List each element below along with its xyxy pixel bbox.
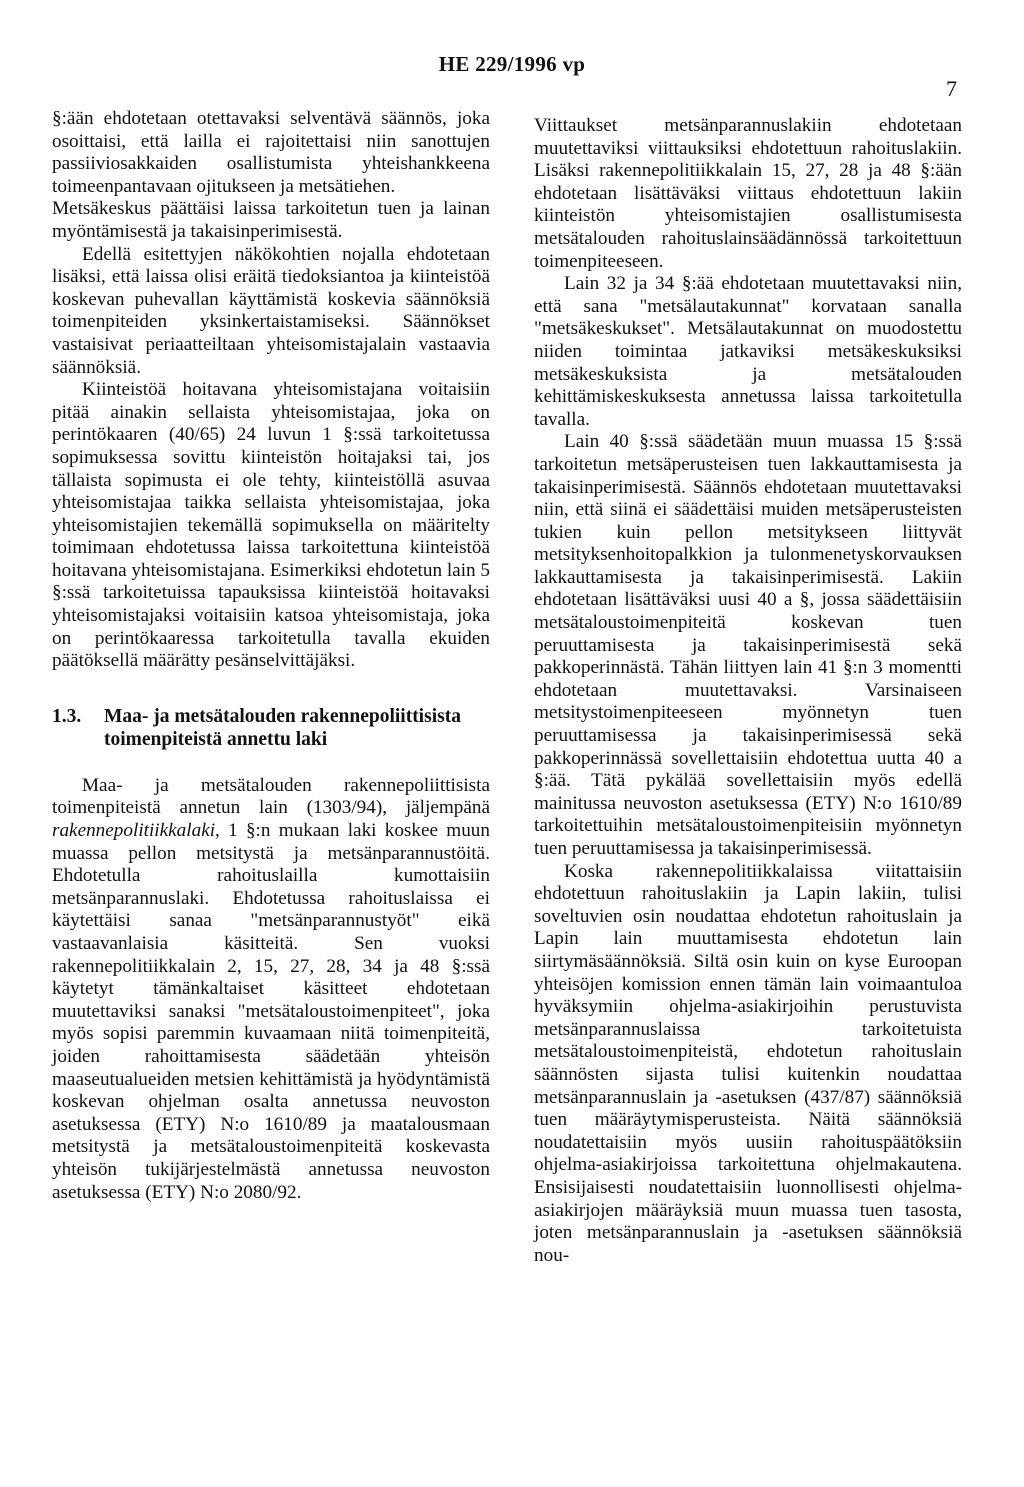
paragraph: Kiinteistöä hoitavana yhteisomistajana voitaisiin pitää ainakin sellaista yhteisomistajaa, joka on perintökaaren (40/65) 24 luvun 1 §:ssä tarkoitetussa sopimuksessa sovittu kiinteistön hoitajaksi tai, jos tällaista sopimusta ei ole tehty, kiinteistöllä asuvaa yhteisomistajaa taikka sellaista yhteisomistajaa, joka yhteisomistajien tekemällä sopimuksella on määritelty toimimaan ehdotetussa laissa tarkoitettuna kiinteistöä hoitavana yhteisomistajana. Esimerkiksi ehdotetun lain 5 §:ssä tarkoitetuissa tapauksissa kiinteistöä hoitavaksi yhteisomistajaksi voitaisiin katsoa yhteisomistaja, joka on perintökaaressa tarkoitetulla tavalla ekuiden päätöksellä määrätty pesänselvittäjäksi. [52, 379, 491, 672]
paragraph: §:ään ehdotetaan otettavaksi selventävä säännös, joka osoittaisi, että lailla ei rajoitettaisi niin sanottujen passiiviosakkaiden osallistumista yhteishankkeena toimeenpantavaan ojitukseen ja metsätiehen. [52, 108, 490, 197]
italic-term: rakennepolitiikkalaki [52, 820, 216, 842]
paragraph: Edellä esitettyjen näkökohtien nojalla ehdotetaan lisäksi, että laissa olisi eräitä tiedoksiantoa ja kiinteistöä koskevan puhevallan käyttämistä koskevia säännöksiä toimenpiteiden yksinkertaistamiseksi. Säännökset vastaisivat periaatteiltaan yhteisomistajalain vastaavia säännöksiä. [52, 243, 490, 378]
right-column [534, 115, 962, 1267]
paragraph [52, 775, 490, 1204]
page-number: 7 [946, 76, 957, 101]
section-title: Maa- ja metsätalouden rakennepoliittisista toimenpiteistä annettu laki [104, 705, 461, 750]
paragraph: Viittaukset metsänparannuslakiin ehdotetaan muutettaviksi viittauksiksi ehdotettuun rahoituslakiin. Lisäksi rakennepolitiikkalain 15, 27, 28 ja 48 §:ään ehdotetaan lisättäväksi viittaus ehdotettuun lakiin kiinteistön yhteisomistajien osallistumisesta metsätalouden rahoituslainsäädännössä tarkoitettuun toimenpiteeseen. [534, 115, 962, 272]
paragraph: Lain 32 ja 34 §:ää ehdotetaan muutettavaksi niin, että sana "metsälautakunnat" korvataan sanalla "metsäkeskukset". Metsälautakunnat on muodostettu niiden toimintaa jatkaviksi metsäkeskuksiksi metsäkeskuksista ja metsätalouden kehittämiskeskuksesta annetussa laissa tarkoitetulla tavalla. [534, 273, 962, 430]
paragraph: Koska rakennepolitiikkalaissa viitattaisiin ehdotettuun rahoituslakiin ja Lapin lakiin, tulisi soveltuvien osin noudattaa ehdotetun rahoituslain ja Lapin lain muuttamisesta ehdotetun lain siirtymäsäännöksiä. Siltä osin kuin on kyse Euroopan yhteisöjen komission ennen tämän lain voimaantuloa hyväksymiin ohjelma-asiakirjoihin perustuvista metsänparannuslaissa tarkoitetuista metsätaloustoimenpiteistä, ehdotetun rahoituslain säännösten sijasta tulisi kuitenkin noudattaa metsänparannuslain ja -asetuksen (437/87) säännöksiä tuen määräytymisperusteista. Näitä säännöksiä noudatettaisiin myös uusiin rahoituspäätöksiin ohjelma-asiakirjoissa tarkoitettuna ohjelmakautena. Ensisijaisesti noudatettaisiin luonnollisesti ohjelma-asiakirjojen määräyksiä muun muassa tuen tasosta, joten metsänparannuslain ja -asetuksen säännöksiä nou- [534, 860, 962, 1266]
paragraph-text: Maa- ja metsätalouden rakennepoliittisista toimenpiteistä annetun lain (1303/94), jäljempänä [52, 774, 490, 819]
paragraph: Metsäkeskus päättäisi laissa tarkoitetun tuen ja lainan myöntämisestä ja takaisinperimisestä. [52, 198, 490, 242]
paragraph-text: , 1 §:n mukaan laki koskee muun muassa pellon metsitystä ja metsänparannustöitä. Ehdotetulla rahoituslailla kumottaisiin metsänparannuslaki. Ehdotetussa rahoituslaissa ei käytettäisi sanaa "metsänparannustyöt" eikä vastaavanlaisia käsitteitä. Sen vuoksi rakennepolitiikkalain 2, 15, 27, 28, 34 ja 48 §:ssä käytetyt tämänkaltaiset käsitteet ehdotetaan muutettaviksi sanaksi "metsätaloustoimenpiteet", joka myös sopisi paremmin kuvaamaan niitä toimenpiteitä, joiden rahoittamisesta säädetään yhteisön maaseutualueiden metsien kehittämistä ja hyödyntämistä koskevan ohjelman osalta annetussa neuvoston asetuksessa (ETY) N:o 1610/89 ja maatalousmaan metsitystä ja metsätaloustoimenpiteitä koskevasta yhteisön tukijärjestelmästä annetussa neuvoston asetuksessa (ETY) N:o 2080/92. [52, 820, 490, 1203]
paragraph: Lain 40 §:ssä säädetään muun muassa 15 §:ssä tarkoitetun metsäperusteisen tuen lakkauttamisesta ja takaisinperimisestä. Säännös ehdotetaan muutettavaksi niin, että siinä ei säädettäisi muiden metsäperusteisten tukien kuin pellon metsitykseen liittyvät metsityksenhoitopalkkion ja tulonmenetyskorvauksen lakkauttamisesta ja takaisinperimisestä. Lakiin ehdotetaan lisättäväksi uusi 40 a §, jossa säädettäisiin metsätaloustoimenpiteitä koskevan tuen peruuttamisesta ja takaisinperimisestä sekä pakkoperinnästä. Tähän liittyen lain 41 §:n 3 momentti ehdotetaan muutettavaksi. Varsinaiseen metsitystoimenpiteeseen myönnetyn tuen peruuttamisessa ja takaisinperimisessä sekä pakkoperinnässä sovellettaisiin ehdotettua uutta 40 a §:ää. Tätä pykälää sovellettaisiin myös edellä mainitussa neuvoston asetuksessa (ETY) N:o 1610/89 tarkoitettuihin metsätaloustoimenpiteisiin myönnetyn tuen peruuttamisessa ja takaisinperimisessä. [534, 431, 962, 859]
left-column [52, 108, 490, 1204]
document-header-title: HE 229/1996 vp [438, 52, 586, 76]
section-heading [52, 705, 490, 751]
section-number: 1.3. [52, 705, 82, 727]
